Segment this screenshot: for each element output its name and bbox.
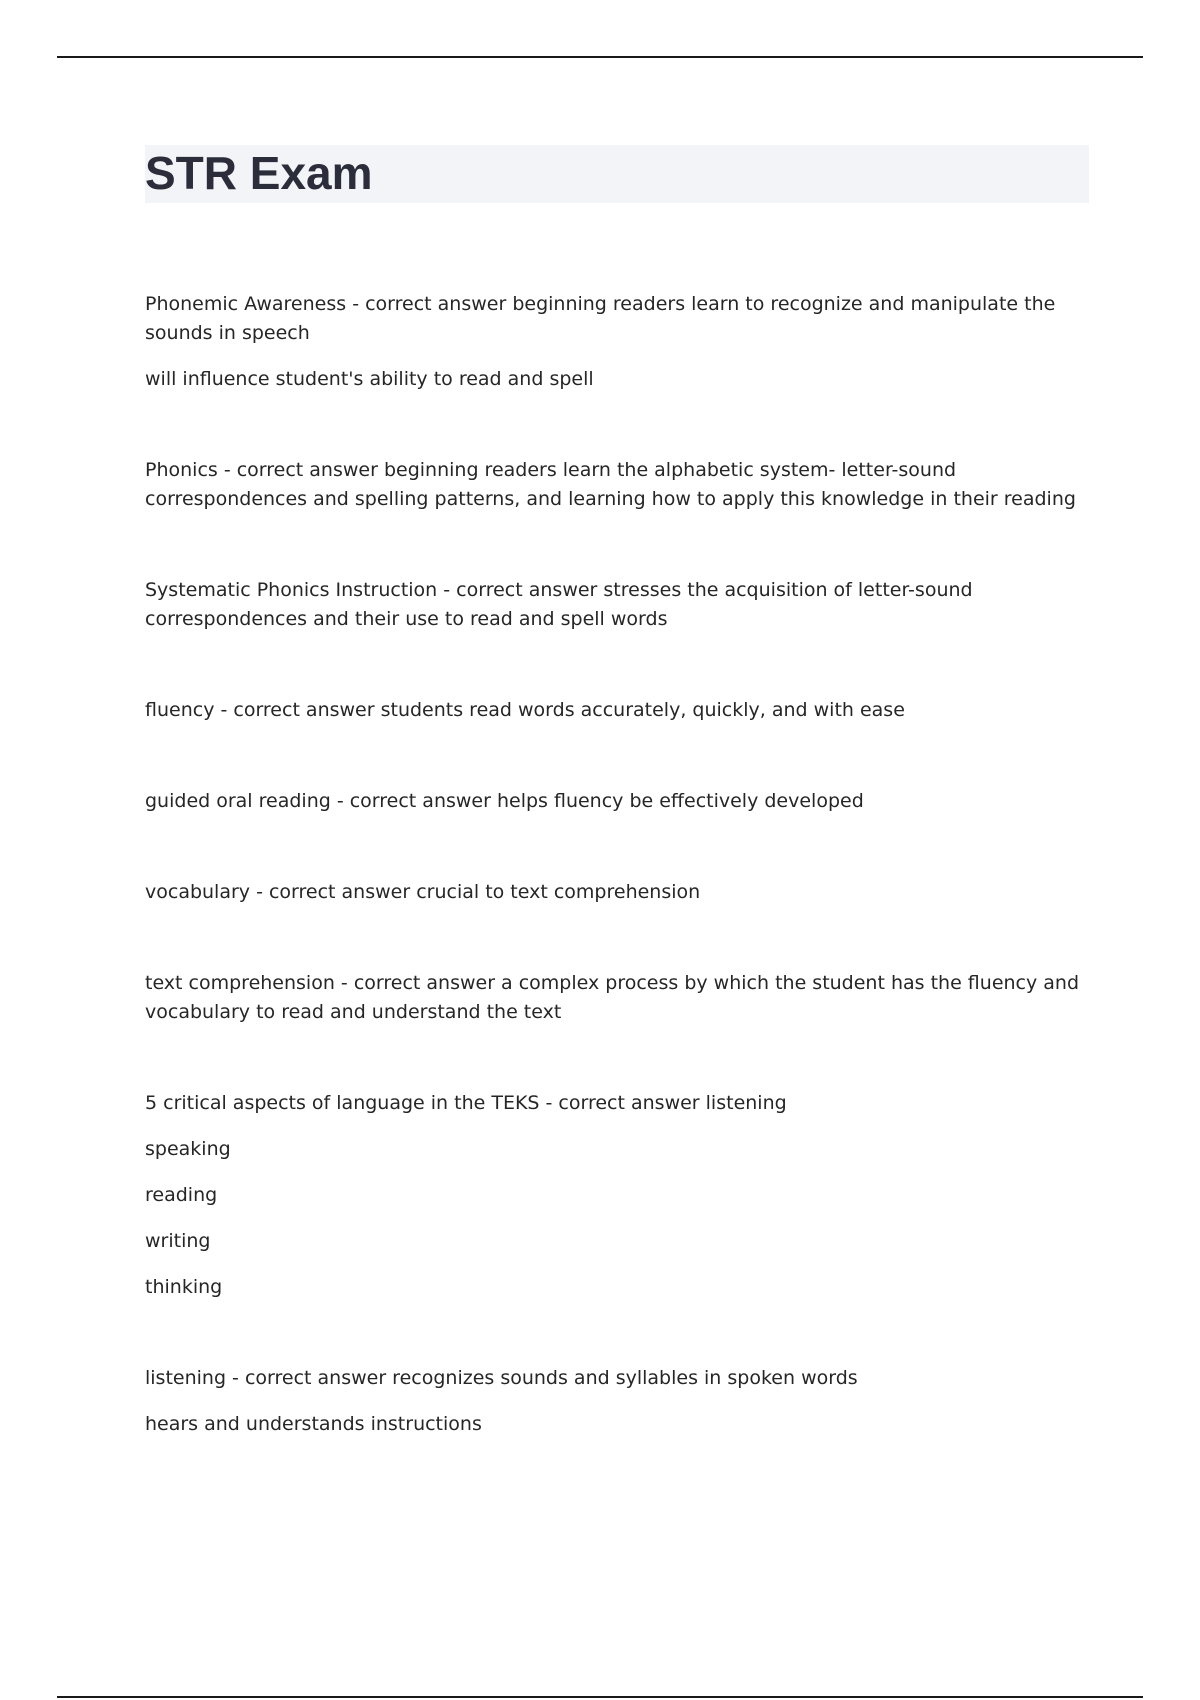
document-body [145,290,1095,1501]
entry-line: will influence student's ability to read and spell [145,368,594,390]
document-title: STR Exam [145,147,373,199]
entry-text-comprehension [145,969,1095,1027]
entry-line: 5 critical aspects of language in the TEKS - correct answer listening [145,1092,787,1114]
entry-line: listening - correct answer recognizes sounds and syllables in spoken words [145,1367,858,1389]
entry-critical-aspects [145,1089,1095,1302]
entry-line: thinking [145,1276,223,1298]
entry-vocabulary [145,878,1095,907]
entry-line: fluency - correct answer students read words accurately, quickly, and with ease [145,699,905,721]
entry-line: hears and understands instructions [145,1413,482,1435]
entry-phonemic-awareness [145,290,1095,394]
entry-line: reading [145,1184,218,1206]
entry-line: guided oral reading - correct answer helps fluency be effectively developed [145,790,864,812]
entry-line: speaking [145,1138,231,1160]
entry-phonics [145,456,1095,514]
entry-line: Phonics - correct answer beginning readers learn the alphabetic system- letter-sound correspondences and spelling patterns, and learning how to apply this knowledge in their reading [145,459,1076,510]
entry-listening [145,1364,1095,1439]
entry-line: vocabulary - correct answer crucial to text comprehension [145,881,701,903]
bottom-rule [57,1696,1143,1698]
entry-systematic-phonics [145,576,1095,634]
top-rule [57,56,1143,58]
entry-line: text comprehension - correct answer a complex process by which the student has the fluency and vocabulary to read and understand the text [145,972,1080,1023]
entry-line: writing [145,1230,211,1252]
entry-line: Phonemic Awareness - correct answer beginning readers learn to recognize and manipulate the sounds in speech [145,293,1056,344]
entry-guided-oral-reading [145,787,1095,816]
entry-fluency [145,696,1095,725]
entry-line: Systematic Phonics Instruction - correct answer stresses the acquisition of letter-sound correspondences and their use to read and spell words [145,579,973,630]
